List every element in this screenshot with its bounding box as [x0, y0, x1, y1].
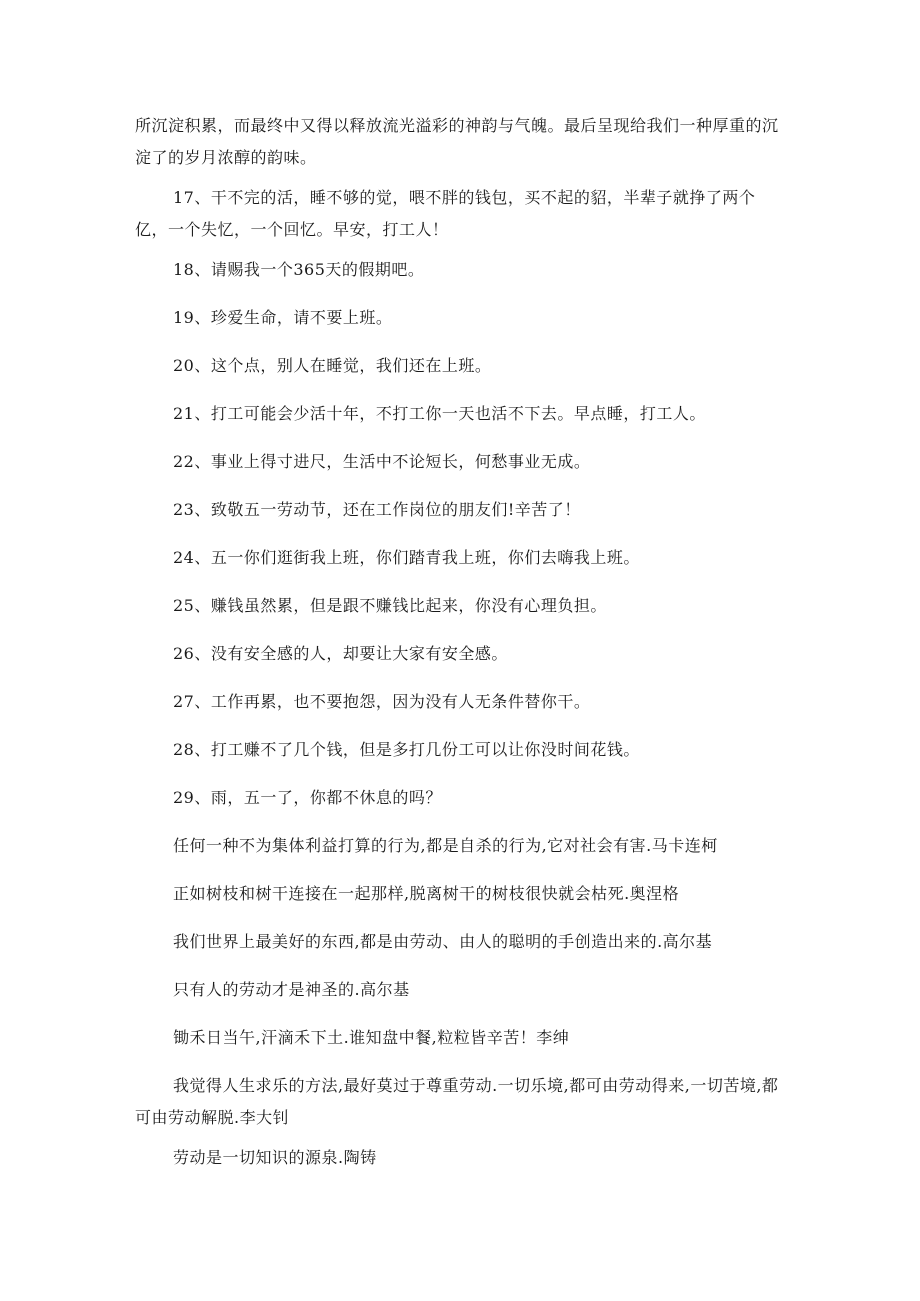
quote-gorky-1: 我们世界上最美好的东西,都是由劳动、由人的聪明的手创造出来的.高尔基 [173, 932, 713, 951]
paragraph-20: 20、这个点，别人在睡觉，我们还在上班。 [173, 356, 492, 375]
paragraph-29: 29、雨，五一了，你都不休息的吗？ [173, 788, 442, 807]
quote-onegin: 正如树枝和树干连接在一起那样,脱离树干的树枝很快就会枯死.奥涅格 [173, 884, 680, 903]
paragraph-continuation: 所沉淀积累，而最终中又得以释放流光溢彩的神韵与气魄。最后呈现给我们一种厚重的沉淀了的岁月浓醇的韵味。 [135, 116, 779, 167]
paragraph-27: 27、工作再累，也不要抱怨，因为没有人无条件替你干。 [173, 692, 591, 711]
quote-makarenko: 任何一种不为集体利益打算的行为,都是自杀的行为,它对社会有害.马卡连柯 [173, 836, 718, 855]
paragraph-23: 23、致敬五一劳动节，还在工作岗位的朋友们!辛苦了！ [173, 500, 581, 519]
paragraph-21: 21、打工可能会少活十年，不打工你一天也活不下去。早点睡，打工人。 [173, 404, 706, 423]
paragraph-18: 18、请赐我一个365天的假期吧。 [173, 260, 425, 279]
paragraph-28: 28、打工赚不了几个钱，但是多打几份工可以让你没时间花钱。 [173, 740, 640, 759]
quote-li-dazhao: 我觉得人生求乐的方法,最好莫过于尊重劳动.一切乐境,都可由劳动得来,一切苦境,都可由劳动解脱.李大钊 [135, 1076, 779, 1127]
quote-gorky-2: 只有人的劳动才是神圣的.高尔基 [173, 980, 410, 999]
paragraph-19: 19、珍爱生命，请不要上班。 [173, 308, 393, 327]
quote-tao-zhu: 劳动是一切知识的源泉.陶铸 [173, 1148, 377, 1167]
paragraph-17: 17、干不完的活，睡不够的觉，喂不胖的钱包，买不起的貂，半辈子就挣了两个亿，一个失忆，一个回忆。早安，打工人！ [135, 188, 756, 239]
paragraph-26: 26、没有安全感的人，却要让大家有安全感。 [173, 644, 508, 663]
paragraph-22: 22、事业上得寸进尺，生活中不论短长，何愁事业无成。 [173, 452, 591, 471]
paragraph-25: 25、赚钱虽然累，但是跟不赚钱比起来，你没有心理负担。 [173, 596, 607, 615]
paragraph-24: 24、五一你们逛街我上班，你们踏青我上班，你们去嗨我上班。 [173, 548, 640, 567]
quote-li-shen: 锄禾日当午,汗滴禾下土.谁知盘中餐,粒粒皆辛苦！李绅 [173, 1028, 570, 1047]
